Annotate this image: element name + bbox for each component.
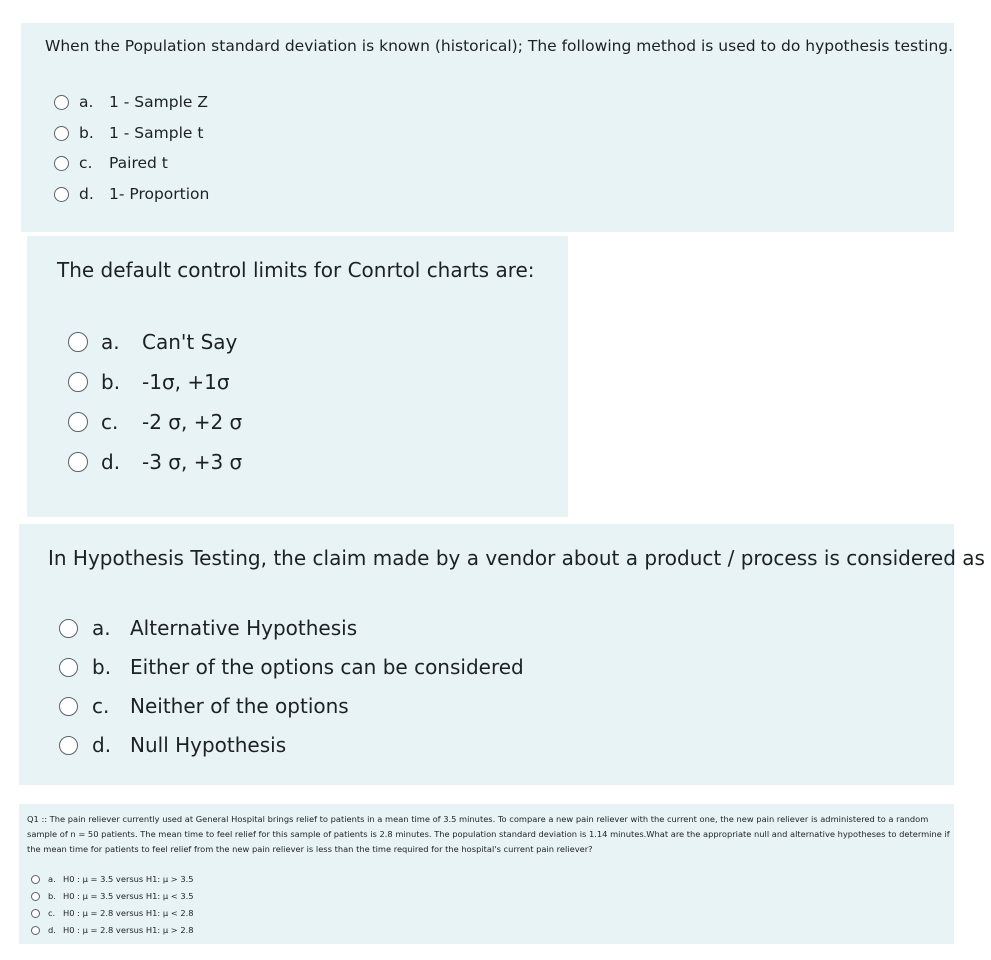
option-letter: a. [48,874,56,884]
radio-button[interactable] [59,619,78,638]
radio-button[interactable] [68,332,88,352]
option-letter: b. [92,655,112,679]
option-letter: a. [92,616,111,640]
option-label: Paired t [109,154,168,172]
radio-button[interactable] [54,156,69,171]
question-card-3 [19,524,985,785]
radio-button[interactable] [59,658,78,677]
option-letter: c. [92,694,110,718]
option-b[interactable] [59,655,524,679]
option-d[interactable] [68,450,242,474]
option-label: Neither of the options [130,694,349,718]
option-label: Can't Say [142,330,238,354]
question-card-4 [19,804,954,944]
question-card-1 [21,23,954,232]
option-letter: c. [101,410,119,434]
radio-button[interactable] [59,736,78,755]
option-c[interactable] [54,154,168,172]
option-letter: d. [79,185,94,203]
option-label: -2 σ, +2 σ [142,410,243,434]
radio-button[interactable] [54,95,69,110]
question-card-2 [27,236,568,517]
option-letter: d. [92,733,112,757]
option-letter: a. [101,330,120,354]
question-text: Q1 :: The pain reliever currently used at General Hospital brings relief to patients in a mean time of 3.5 minutes. To compare a new pain reliever with the current one, the new pain reliever is administered to a random sample of n = 50 patients. The mean time to feel relief for this sample of patients is 2.8 minutes. The population standard deviation is 1.14 minutes.What are the appropriate null and alternative hypotheses to determine if the mean time for patients to feel relief from the new pain reliever is less than the time required for the hospital's current pain reliever? [27,814,950,854]
option-letter: b. [101,370,121,394]
option-letter: d. [48,925,56,935]
option-b[interactable] [68,370,230,394]
option-b[interactable] [31,891,194,901]
option-label: H0 : μ = 2.8 versus H1: μ > 2.8 [63,925,194,935]
option-c[interactable] [68,410,242,434]
radio-button[interactable] [31,926,40,935]
radio-button[interactable] [68,452,88,472]
option-label: 1 - Sample Z [109,93,208,111]
radio-button[interactable] [31,892,40,901]
option-label: Either of the options can be considered [130,655,524,679]
option-d[interactable] [59,733,286,757]
question-text: In Hypothesis Testing, the claim made by a vendor about a product / process is considered as [48,546,985,570]
option-a[interactable] [31,874,194,884]
option-a[interactable] [59,616,357,640]
option-d[interactable] [31,925,194,935]
option-label: Alternative Hypothesis [130,616,358,640]
option-letter: a. [79,93,94,111]
radio-button[interactable] [68,372,88,392]
radio-button[interactable] [68,412,88,432]
radio-button[interactable] [31,875,40,884]
option-label: -3 σ, +3 σ [142,450,243,474]
option-letter: b. [48,891,56,901]
option-label: -1σ, +1σ [142,370,230,394]
option-label: H0 : μ = 3.5 versus H1: μ < 3.5 [63,891,194,901]
option-d[interactable] [54,185,209,203]
option-label: 1 - Sample t [109,124,204,142]
option-label: Null Hypothesis [130,733,287,757]
option-label: 1- Proportion [109,185,210,203]
option-letter: c. [79,154,93,172]
option-b[interactable] [54,124,203,142]
option-letter: b. [79,124,94,142]
question-text: When the Population standard deviation is known (historical); The following method is used to do hypothesis testing. [45,37,954,55]
option-a[interactable] [68,330,237,354]
option-label: H0 : μ = 3.5 versus H1: μ > 3.5 [63,874,194,884]
option-letter: d. [101,450,121,474]
radio-button[interactable] [31,909,40,918]
option-c[interactable] [31,908,194,918]
radio-button[interactable] [54,187,69,202]
radio-button[interactable] [54,126,69,141]
option-a[interactable] [54,93,208,111]
option-label: H0 : μ = 2.8 versus H1: μ < 2.8 [63,908,194,918]
radio-button[interactable] [59,697,78,716]
option-letter: c. [48,908,56,918]
question-text: The default control limits for Conrtol charts are: [57,258,535,282]
option-c[interactable] [59,694,349,718]
